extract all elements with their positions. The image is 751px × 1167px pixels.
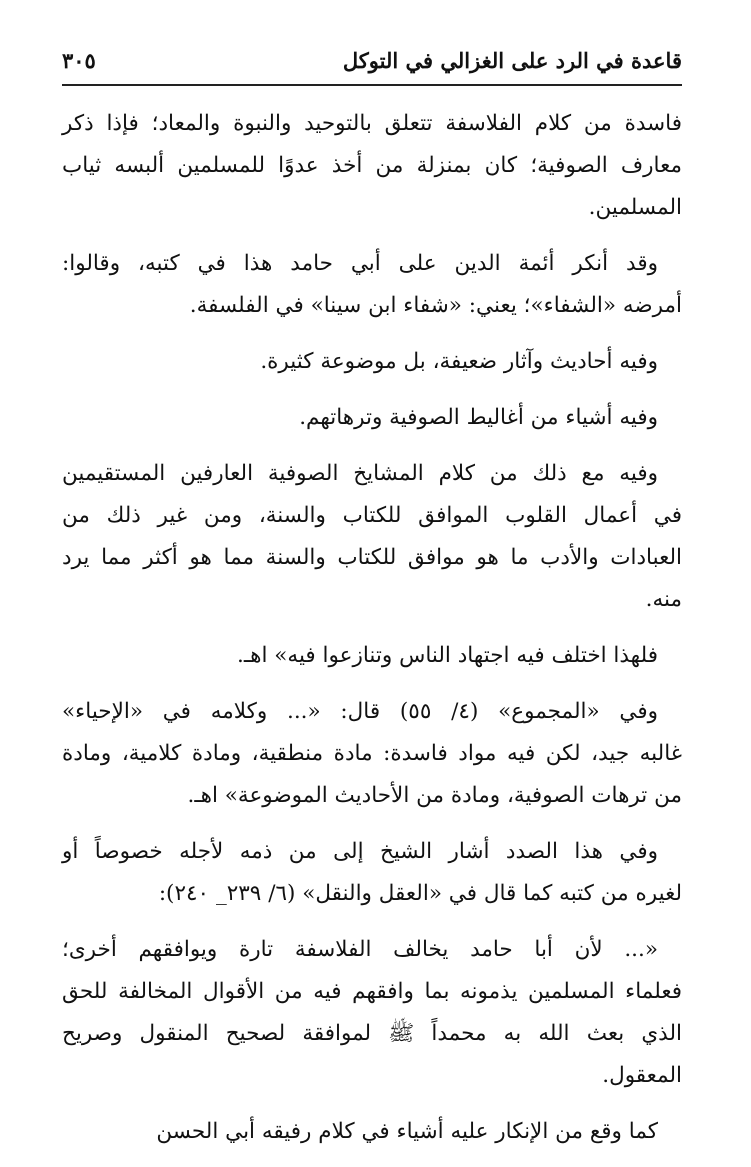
paragraph: [62, 635, 682, 677]
text-line: وفي «المجموع» (٤/ ٥٥) قال: «... وكلامه في «الإحياء»: [62, 699, 658, 724]
text-line: منه.: [645, 587, 682, 612]
paragraph: [62, 243, 682, 327]
paragraph: [62, 453, 682, 621]
paragraph: [62, 341, 682, 383]
text-line: الذي بعث الله به محمداً ﷺ لموافقة لصحيح المنقول وصريح: [62, 1021, 682, 1046]
text-line: وفيه أشياء من أغاليط الصوفية وترهاتهم.: [299, 405, 658, 430]
text-line: فاسدة من كلام الفلاسفة تتعلق بالتوحيد والنبوة والمعاد؛ فإذا ذكر: [62, 111, 682, 136]
text-line: وفيه أحاديث وآثار ضعيفة، بل موضوعة كثيرة.: [260, 349, 658, 374]
text-line: العبادات والأدب ما هو موافق للكتاب والسنة مما هو أكثر مما يرد: [62, 545, 682, 570]
page-header: [62, 44, 682, 86]
text-line: المسلمين.: [588, 195, 682, 220]
text-line: فلهذا اختلف فيه اجتهاد الناس وتنازعوا فيه» اهـ.: [236, 643, 658, 668]
text-line: لغيره من كتبه كما قال في «العقل والنقل» (٦/ ٢٣٩_ ٢٤٠):: [158, 881, 682, 906]
text-line: «... لأن أبا حامد يخالف الفلاسفة تارة ويوافقهم أخرى؛: [62, 937, 658, 962]
text-line: من ترهات الصوفية، ومادة من الأحاديث الموضوعة» اهـ.: [187, 783, 682, 808]
text-line: غالبه جيد، لكن فيه مواد فاسدة: مادة منطقية، ومادة كلامية، ومادة: [62, 741, 682, 766]
text-line: فعلماء المسلمين يذمونه بما وافقهم فيه من الأقوال المخالفة للحق: [62, 979, 682, 1004]
text-line: وفيه مع ذلك من كلام المشايخ الصوفية العارفين المستقيمين: [62, 461, 658, 486]
paragraph: [62, 831, 682, 915]
text-line: المعقول.: [602, 1063, 682, 1088]
paragraph: [62, 691, 682, 817]
text-line: وفي هذا الصدد أشار الشيخ إلى من ذمه لأجله خصوصاً أو: [62, 839, 658, 864]
paragraph: [62, 1111, 682, 1153]
paragraph: [62, 397, 682, 439]
paragraph: [62, 929, 682, 1097]
running-title: قاعدة في الرد على الغزالي في التوكل: [342, 48, 682, 73]
page-body: [62, 103, 682, 1167]
text-line: معارف الصوفية؛ كان بمنزلة من أخذ عدوًا للمسلمين ألبسه ثياب: [62, 153, 682, 178]
text-line: وقد أنكر أئمة الدين على أبي حامد هذا في كتبه، وقالوا:: [62, 251, 658, 276]
page-number: ٣٠٥: [62, 48, 96, 73]
text-line: كما وقع من الإنكار عليه أشياء في كلام رفيقه أبي الحسن: [156, 1119, 658, 1144]
text-line: أمرضه «الشفاء»؛ يعني: «شفاء ابن سينا» في الفلسفة.: [189, 293, 682, 318]
paragraph: [62, 103, 682, 229]
text-line: في أعمال القلوب الموافق للكتاب والسنة، ومن غير ذلك من: [62, 503, 682, 528]
